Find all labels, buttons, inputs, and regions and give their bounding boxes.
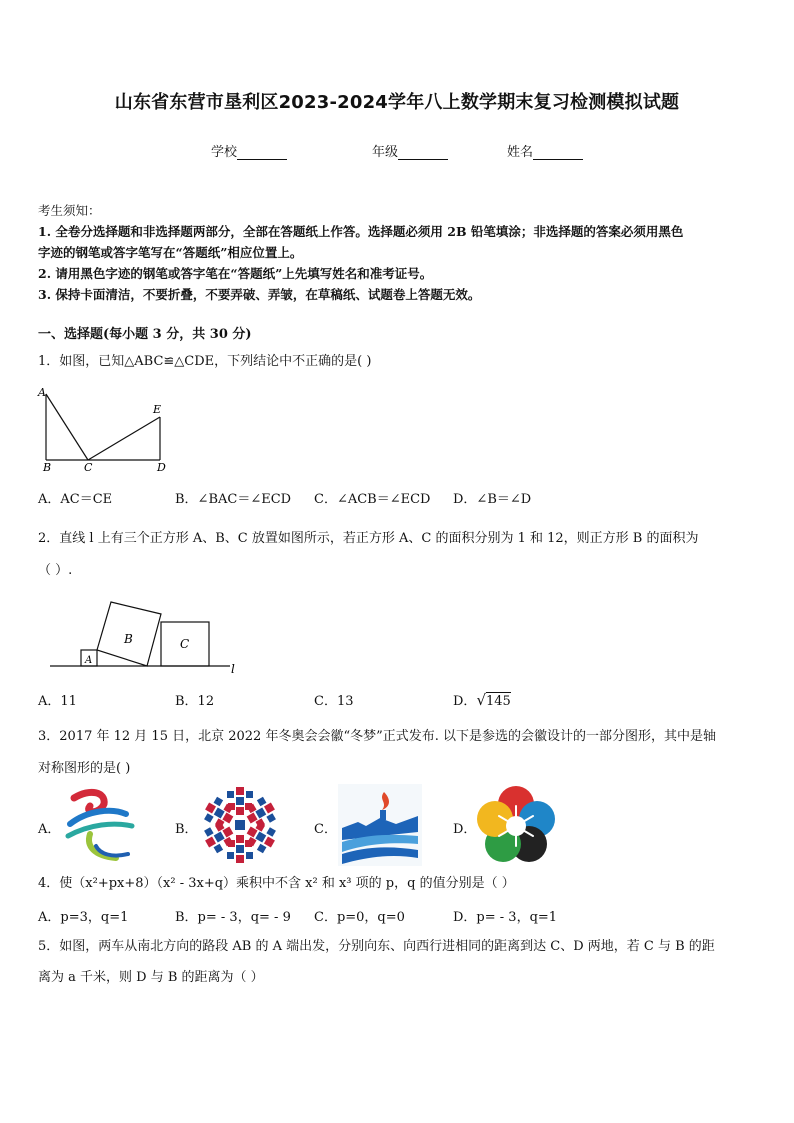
vertex-label-d: D xyxy=(157,461,166,474)
q2-option-d[interactable] xyxy=(453,690,511,709)
ribbon-emblem-icon[interactable] xyxy=(60,784,144,866)
notice-heading: 考生须知： xyxy=(38,203,101,218)
grade-label: 年级 xyxy=(372,145,399,160)
q2-option-c[interactable]: C．13 xyxy=(314,694,354,709)
question-5-line-1: 5．如图，两车从南北方向的路段 AB 的 A 端出发，分别向东、向西行进相同的距离到达 C、D 两地，若 C 与 B 的距 xyxy=(38,939,715,954)
square-label-b: B xyxy=(124,632,133,646)
q3-option-c-label[interactable]: C． xyxy=(314,822,337,837)
q4-option-c[interactable]: C．p=0，q=0 xyxy=(314,910,405,925)
flower-emblem-icon[interactable] xyxy=(474,784,558,866)
question-4-text: 4．使（x²+px+8）（x² - 3x+q）乘积中不含 x² 和 x³ 项的 p，q 的值分别是（ ） xyxy=(38,876,515,891)
q2-option-a[interactable]: A．11 xyxy=(38,694,77,709)
squares-figure xyxy=(48,598,244,676)
question-3-line-2: 对称图形的是( ) xyxy=(38,761,131,776)
name-label: 姓名 xyxy=(507,145,534,160)
name-field[interactable] xyxy=(507,141,583,160)
square-label-a: A xyxy=(85,655,93,666)
notice-block xyxy=(38,200,758,305)
vertex-label-a: A xyxy=(38,386,46,399)
question-2-line-2: （ ）. xyxy=(38,563,73,578)
q1-option-a[interactable]: A．AC＝CE xyxy=(38,492,113,507)
q2-option-d-label: D． xyxy=(453,694,477,709)
school-label: 学校 xyxy=(211,145,238,160)
vertex-label-e: E xyxy=(153,403,162,416)
school-blank[interactable] xyxy=(237,145,287,160)
q4-option-a[interactable]: A．p=3，q=1 xyxy=(38,910,129,925)
name-blank[interactable] xyxy=(533,145,583,160)
section-title: 一、选择题(每小题 3 分，共 30 分) xyxy=(38,327,252,342)
notice-item-1a: 1. 全卷分选择题和非选择题两部分，全部在答题纸上作答。选择题必须用 2B 铅笔填涂；非选择题的答案必须用黑色 xyxy=(38,224,684,239)
q1-option-d[interactable]: D．∠B＝∠D xyxy=(453,492,532,507)
q1-option-b[interactable]: B．∠BAC＝∠ECD xyxy=(175,492,292,507)
vertex-label-b: B xyxy=(43,461,52,474)
question-2-line-1: 2．直线 l 上有三个正方形 A、B、C 放置如图所示，若正方形 A、C 的面积分别为 1 和 12，则正方形 B 的面积为 xyxy=(38,531,699,546)
notice-item-1b: 字迹的钢笔或答字笔写在“答题纸”相应位置上。 xyxy=(38,245,303,260)
notice-item-3: 3. 保持卡面清洁，不要折叠，不要弄破、弄皱，在草稿纸、试题卷上答题无效。 xyxy=(38,287,481,302)
triangle-figure xyxy=(36,384,176,474)
q2-option-d-radicand: 145 xyxy=(486,694,511,709)
q2-option-b[interactable]: B．12 xyxy=(175,694,215,709)
line-label-l: l xyxy=(231,662,235,676)
question-5-line-2: 离为 a 千米，则 D 与 B 的距离为（ ） xyxy=(38,970,264,985)
q4-option-d[interactable]: D．p= - 3，q=1 xyxy=(453,910,558,925)
snowflake-emblem-icon[interactable] xyxy=(198,784,282,866)
school-field[interactable] xyxy=(211,141,287,160)
notice-item-2: 2. 请用黑色字迹的钢笔或答字笔在“答题纸”上先填写姓名和准考证号。 xyxy=(38,266,433,281)
q3-option-d-label[interactable]: D． xyxy=(453,822,477,837)
q1-option-c[interactable]: C．∠ACB＝∠ECD xyxy=(314,492,431,507)
square-label-c: C xyxy=(180,637,190,651)
vertex-label-c: C xyxy=(84,461,93,474)
sqrt-icon: √ xyxy=(476,691,486,709)
question-1-text: 1．如图，已知△ABC≌△CDE，下列结论中不正确的是( ) xyxy=(38,354,372,369)
q3-option-b-label[interactable]: B． xyxy=(175,822,198,837)
question-3-line-1: 3．2017 年 12 月 15 日，北京 2022 年冬奥会会徽“冬梦”正式发布. 以下是参选的会徽设计的一部分图形，其中是轴 xyxy=(38,729,717,744)
q4-option-b[interactable]: B．p= - 3，q= - 9 xyxy=(175,910,291,925)
grade-field[interactable] xyxy=(372,141,448,160)
page-title: 山东省东营市垦利区2023-2024学年八上数学期末复习检测模拟试题 xyxy=(114,92,680,113)
great-wall-emblem-icon[interactable] xyxy=(338,784,422,866)
grade-blank[interactable] xyxy=(398,145,448,160)
q3-option-a-label[interactable]: A． xyxy=(38,822,61,837)
